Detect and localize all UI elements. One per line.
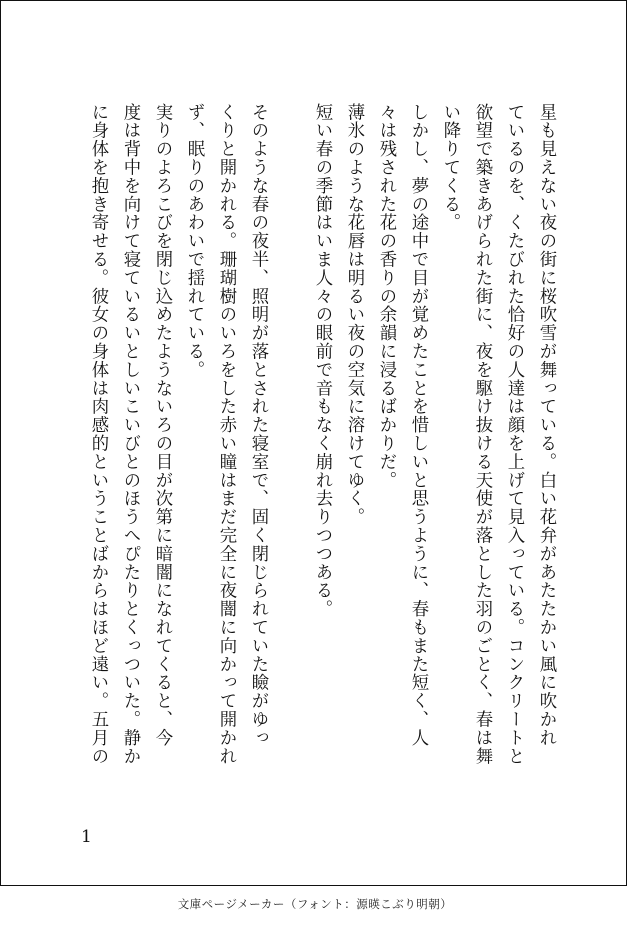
text-column-11: くりと開かれる。珊瑚樹のいろをした赤い瞳はまだ完全に夜闇に向かって開かれ [216, 103, 236, 766]
text-column-3: 欲望で築きあげられた街に、夜を駆け抜ける天使が落とした羽のごとく、春は舞 [472, 103, 492, 766]
text-column-15: に身体を抱き寄せる。彼女の身体は肉感的ということばからはほど遠い。五月の [88, 103, 108, 766]
text-column-2: ているのを、くたびれた恰好の人達は顔を上げて見入っている。コンクリートと [504, 103, 524, 766]
text-column-7: 薄氷のような花唇は明るい夜の空気に溶けてゆく。 [344, 103, 364, 527]
text-column-13: 実りのよろこびを閉じ込めたようないろの目が次第に暗闇になれてくると、今 [152, 103, 172, 747]
text-column-14: 度は背中を向けて寝ているいとしいこいびとのほうへぴたりとくっついた。静か [120, 103, 140, 766]
text-column-1: 星も見えない夜の街に桜吹雪が舞っている。白い花弁があたたかい風に吹かれ [536, 103, 556, 747]
text-column-5: しかし、夢の途中で目が覚めたことを惜しいと思うように、春もまた短く、人 [408, 103, 428, 747]
text-column-6: 々は残された花の香りの余韻に浸るばかりだ。 [376, 103, 396, 490]
footer-caption: 文庫ページメーカー（フォント：源暎こぶり明朝） [177, 897, 453, 911]
vertical-text-body [71, 103, 561, 803]
text-column-10: そのような春の夜半、照明が落とされた寝室で、固く閉じられていた瞼がゆっ [248, 103, 268, 747]
text-column-9 [275, 103, 305, 803]
text-column-12: ず、眠りのあわいで揺れている。 [184, 103, 204, 379]
page-number: 1 [81, 827, 92, 847]
text-column-8: 短い春の季節はいま人々の眼前で音もなく崩れ去りつつある。 [312, 103, 332, 619]
text-column-4: い降りてくる。 [440, 103, 460, 232]
